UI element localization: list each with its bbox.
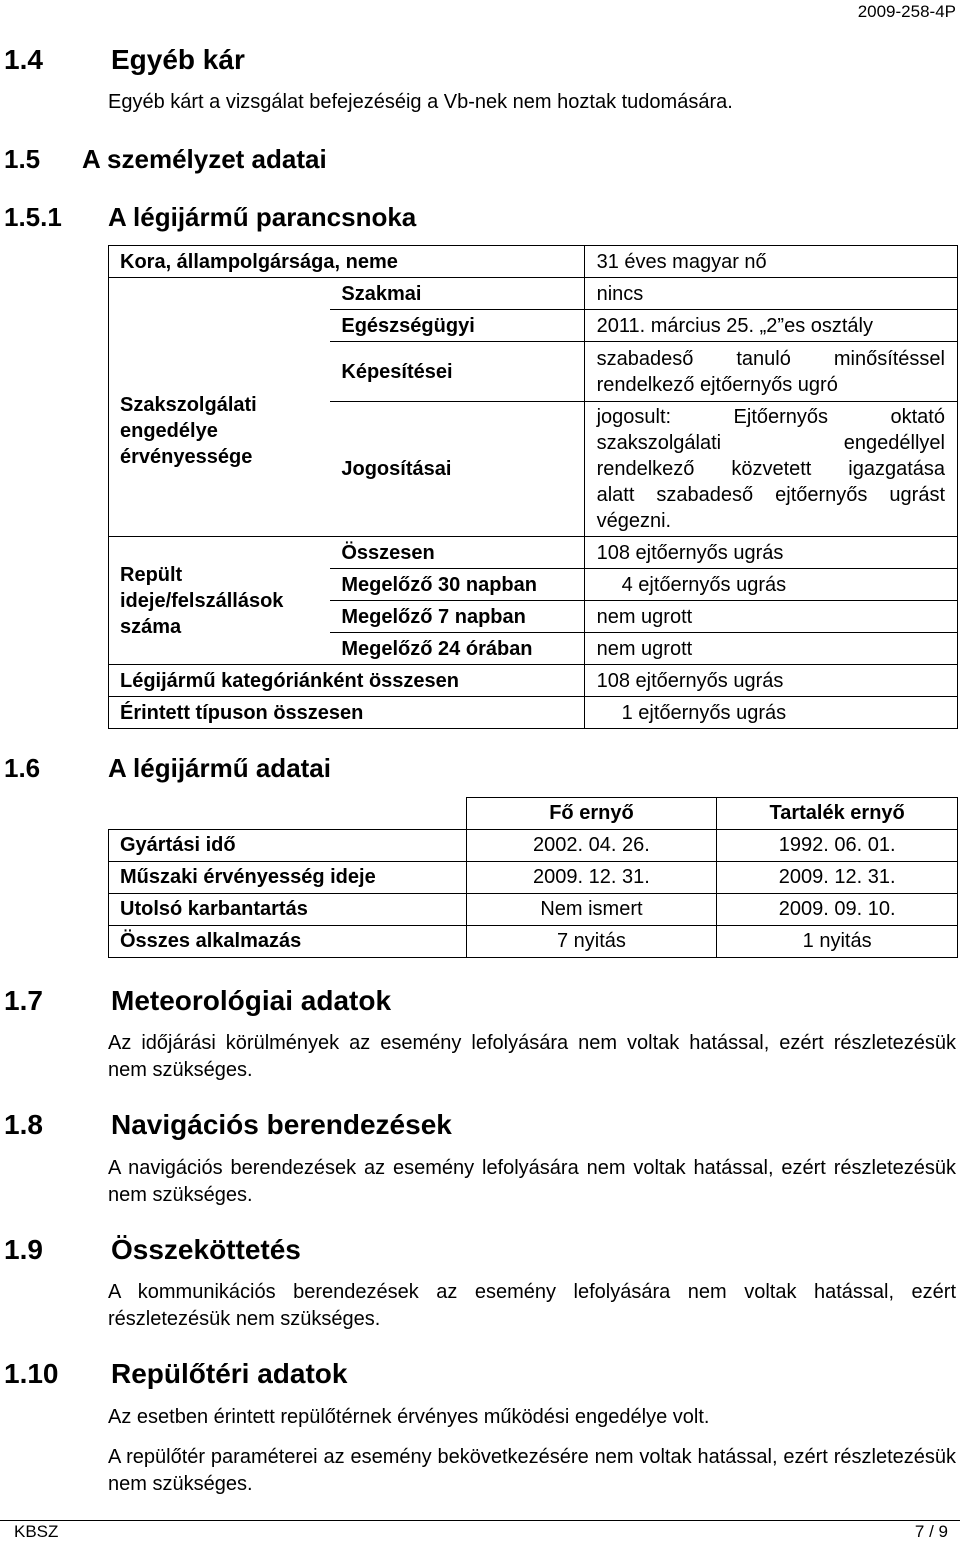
last-7-days-label: Megelőző 7 napban [330,601,584,633]
footer-divider [0,1520,960,1521]
document-id: 2009-258-4P [857,2,956,21]
footer-organization: KBSZ [14,1522,59,1541]
main-value: 2002. 04. 26. [466,830,717,862]
header-reserve-canopy: Tartalék ernyő [717,798,958,830]
qualifications-label: Képesítései [330,342,584,402]
section-1-7-text: Az időjárási körülmények az esemény lefolyására nem voltak hatással, ezért részletezésük nem szükséges. [108,1032,956,1081]
header-main-canopy: Fő ernyő [466,798,717,830]
authorizations-line: végezni. [596,510,672,532]
section-title: Repülőtéri adatok [111,1358,348,1389]
table-row [109,830,958,862]
table-row [109,894,958,926]
reserve-value: 1992. 06. 01. [717,830,958,862]
table-row [109,926,958,958]
section-number: 1.5 [4,144,41,174]
section-1-4-text: Egyéb kárt a vizsgálat befejezéséig a Vb-nek nem hoztak tudomására. [108,91,733,113]
reserve-value: 1 nyitás [717,926,958,958]
last-7-days-value: nem ugrott [584,601,957,633]
category-total-label: Légijármű kategóriánként összesen [109,665,585,697]
row-label: Műszaki érvényesség ideje [109,862,467,894]
last-24-hours-label: Megelőző 24 órában [330,633,584,665]
section-title: A légijármű parancsnoka [108,202,417,232]
medical-label: Egészségügyi [330,310,584,342]
authorizations-value [584,402,957,537]
section-number: 1.7 [4,985,43,1016]
section-title: Navigációs berendezések [111,1109,452,1140]
age-value: 31 éves magyar nő [584,246,957,278]
authorizations-line: alatt szabadeső ejtőernyős ugrást [596,484,945,506]
main-value: 2009. 12. 31. [466,862,717,894]
category-total-value: 108 ejtőernyős ugrás [584,665,957,697]
section-1-8-text: A navigációs berendezések az esemény lefolyására nem voltak hatással, ezért részletezésük nem szükséges. [108,1157,956,1206]
last-24-hours-value: nem ugrott [584,633,957,665]
pilot-data-table [108,245,958,729]
flights-label: Repült ideje/felszállások száma [109,537,331,665]
professional-value: nincs [584,278,957,310]
medical-value: 2011. március 25. „2”es osztály [584,310,957,342]
authorizations-label: Jogosításai [330,402,584,537]
section-title: A személyzet adatai [82,144,327,174]
last-30-days-value: 4 ejtőernyős ugrás [584,569,957,601]
main-value: Nem ismert [466,894,717,926]
section-title: Meteorológiai adatok [111,985,392,1016]
age-label: Kora, állampolgársága, neme [109,246,585,278]
section-number: 1.8 [4,1109,43,1140]
row-label: Utolsó karbantartás [109,894,467,926]
aircraft-data-table [108,797,958,958]
qualifications-value [584,342,957,402]
footer-page-number: 7 / 9 [914,1522,948,1541]
section-number: 1.9 [4,1234,43,1265]
reserve-value: 2009. 09. 10. [717,894,958,926]
type-total-value: 1 ejtőernyős ugrás [584,697,957,729]
section-title: Egyéb kár [111,44,245,75]
professional-label: Szakmai [330,278,584,310]
section-number: 1.6 [4,753,41,783]
authorizations-line: rendelkező közvetett igazgatása [596,458,945,480]
total-label: Összesen [330,537,584,569]
section-number: 1.10 [4,1358,59,1389]
row-label: Összes alkalmazás [109,926,467,958]
header-empty-cell [109,798,467,830]
section-1-9-text: A kommunikációs berendezések az esemény lefolyására nem voltak hatással, ezért részletezésük nem szükséges. [108,1281,956,1330]
section-number: 1.4 [4,44,43,75]
reserve-value: 2009. 12. 31. [717,862,958,894]
qualifications-text: szabadeső tanuló minősítéssel rendelkező ejtőernyős ugró [596,347,945,396]
license-validity-label: Szakszolgálati engedélye érvényessége [109,278,331,537]
last-30-days-label: Megelőző 30 napban [330,569,584,601]
type-total-label: Érintett típuson összesen [109,697,585,729]
row-label: Gyártási idő [109,830,467,862]
table-row [109,862,958,894]
authorizations-line: szakszolgálati engedéllyel [596,432,945,454]
section-title: Összeköttetés [111,1234,301,1265]
main-value: 7 nyitás [466,926,717,958]
authorizations-line: jogosult: Ejtőernyős oktató [596,406,945,428]
section-title: A légijármű adatai [108,753,331,783]
section-number: 1.5.1 [4,202,62,232]
section-1-10-text-1: Az esetben érintett repülőtérnek érvényes működési engedélye volt. [108,1406,710,1428]
section-1-10-text-2: A repülőtér paraméterei az esemény bekövetkezésére nem voltak hatással, ezért részletezésük nem szükséges. [108,1446,956,1495]
total-value: 108 ejtőernyős ugrás [584,537,957,569]
